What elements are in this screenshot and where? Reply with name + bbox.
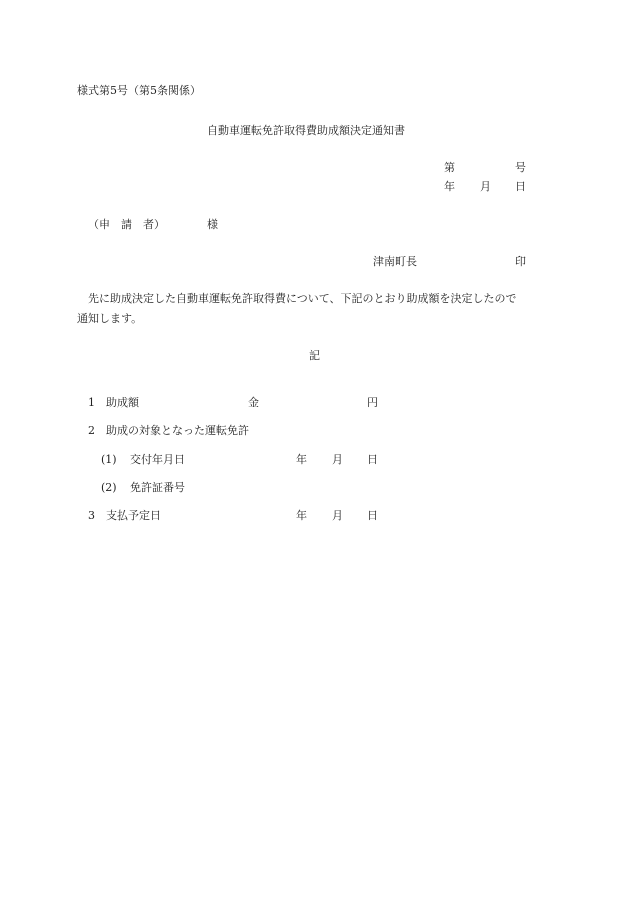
item-2-sub-1-day: 日 bbox=[367, 453, 378, 466]
item-2-label: 助成の対象となった運転免許 bbox=[106, 424, 249, 437]
item-3-year: 年 bbox=[296, 509, 307, 522]
item-2-sub-1-year: 年 bbox=[296, 453, 307, 466]
item-2-sub-2-label: 免許証番号 bbox=[130, 481, 185, 494]
item-1-yen: 円 bbox=[367, 396, 378, 409]
item-3-month: 月 bbox=[332, 509, 343, 522]
form-label: 様式第5号（第5条関係） bbox=[77, 84, 201, 97]
body-line-1: 先に助成決定した自動車運転免許取得費について、下記のとおり助成額を決定したので bbox=[88, 292, 517, 305]
date-month: 月 bbox=[480, 180, 491, 193]
item-2-sub-1-number: (1) bbox=[101, 453, 117, 466]
recipient-honorific: 様 bbox=[207, 218, 218, 231]
item-2-number: 2 bbox=[88, 424, 95, 437]
item-2-sub-1-month: 月 bbox=[332, 453, 343, 466]
issuer-name: 津南町長 bbox=[373, 255, 417, 268]
date-year: 年 bbox=[444, 180, 455, 193]
item-2-sub-1-label: 交付年月日 bbox=[130, 453, 185, 466]
document-title: 自動車運転免許取得費助成額決定通知書 bbox=[207, 124, 405, 137]
item-1-number: 1 bbox=[88, 396, 95, 409]
item-2-sub-2-number: (2) bbox=[101, 481, 117, 494]
item-3-day: 日 bbox=[367, 509, 378, 522]
recipient-label: （申 請 者） bbox=[88, 218, 165, 231]
item-3-number: 3 bbox=[88, 509, 95, 522]
seal-mark: 印 bbox=[515, 255, 526, 268]
body-line-2: 通知します。 bbox=[77, 312, 143, 325]
date-day: 日 bbox=[515, 180, 526, 193]
item-3-label: 支払予定日 bbox=[106, 509, 161, 522]
ki-heading: 記 bbox=[309, 349, 320, 362]
item-1-kin: 金 bbox=[248, 396, 259, 409]
number-prefix: 第 bbox=[444, 161, 455, 174]
number-suffix: 号 bbox=[515, 161, 526, 174]
item-1-label: 助成額 bbox=[106, 396, 139, 409]
